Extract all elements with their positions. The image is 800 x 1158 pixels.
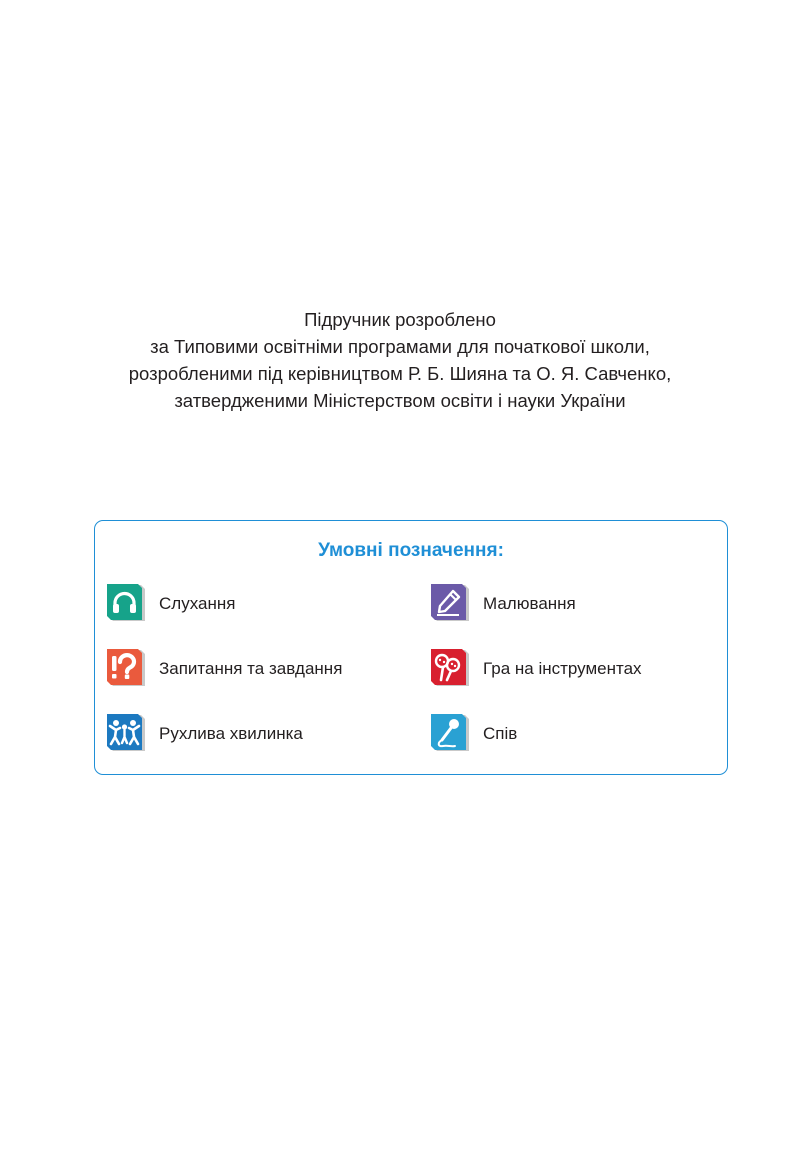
microphone-icon bbox=[429, 713, 471, 755]
legend-item-singing bbox=[429, 714, 517, 754]
pencil-icon bbox=[429, 583, 471, 625]
legend-label: Спів bbox=[483, 724, 518, 743]
legend-item-active-minute bbox=[105, 714, 303, 754]
legend-label: Гра на інструментах bbox=[483, 659, 642, 678]
maracas-icon bbox=[429, 648, 471, 690]
headphones-icon bbox=[105, 583, 147, 625]
legend-item-questions bbox=[105, 649, 342, 689]
legend-label: Рухлива хвилинка bbox=[159, 724, 303, 743]
legend-label: Запитання та завдання bbox=[159, 659, 343, 678]
legend-box bbox=[94, 520, 728, 775]
intro-line-2: за Типовими освітніми програмами для початкової школи, bbox=[150, 336, 650, 357]
intro-line-3: розробленими під керівництвом Р. Б. Шияна та О. Я. Савченко, bbox=[128, 363, 672, 384]
intro-line-1: Підручник розроблено bbox=[304, 309, 496, 330]
legend-label: Слухання bbox=[159, 594, 236, 613]
intro-line-4: затвердженими Міністерством освіти і науки України bbox=[174, 390, 626, 411]
intro-text bbox=[0, 306, 800, 414]
question-exclamation-icon bbox=[105, 648, 147, 690]
legend-item-drawing bbox=[429, 584, 576, 624]
legend-item-instruments bbox=[429, 649, 642, 689]
legend-label: Малювання bbox=[483, 594, 576, 613]
dancing-people-icon bbox=[105, 713, 147, 755]
legend-item-listening bbox=[105, 584, 235, 624]
legend-title: Умовні позначення: bbox=[318, 540, 504, 561]
